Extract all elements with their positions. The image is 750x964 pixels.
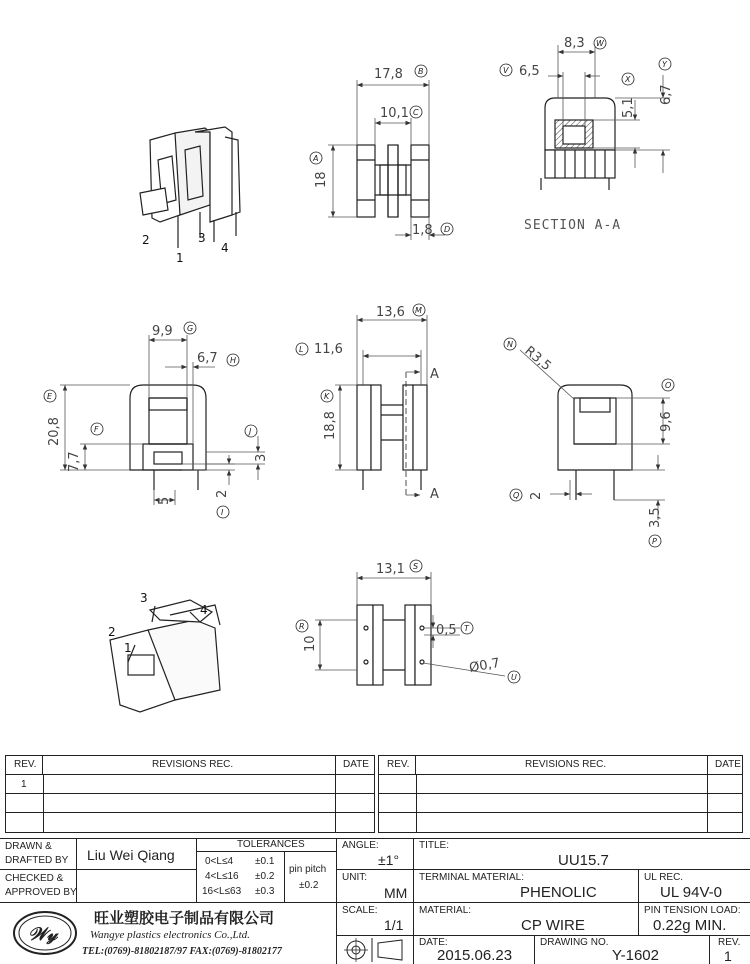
tag-h: H [230,356,237,365]
date-label: DATE: [419,937,448,948]
revisions-col-right: REVISIONS REC. [525,759,607,770]
side-view-right [558,385,632,500]
terminal-label: TERMINAL MATERIAL: [419,872,525,883]
tol-2-val: ±0.2 [255,871,275,882]
ul-val: UL 94V-0 [660,884,722,901]
rev-row-1: 1 [21,779,27,790]
angle-label: ANGLE: [342,840,379,851]
dim-8-3: 8,3 [564,36,585,51]
pin-4-bottom: 4 [200,603,208,617]
drawn-label-2: DRAFTED BY [5,855,69,866]
tag-y: Y [662,60,667,69]
ul-label: UL REC. [644,872,684,883]
dim-6-5: 6,5 [519,64,540,79]
drawing-no-label: DRAWING NO. [540,937,609,948]
drawn-label-1: DRAWN & [5,841,52,852]
tag-t: T [464,624,469,633]
tag-i: I [221,508,224,517]
pin-1-bottom: 1 [124,641,132,655]
angle-val: ±1° [378,852,400,868]
rev-label: REV. [718,937,741,948]
dim-13-6: 13,6 [376,305,405,320]
tol-1-range: 0<L≤4 [205,856,234,867]
tag-j: J [249,427,252,436]
dim-10-1: 10,1 [380,106,409,121]
title-val: UU15.7 [558,852,609,869]
dim-3: 3 [254,453,269,462]
dim-11-6: 11,6 [314,342,343,357]
side-view-left [130,385,206,490]
section-a-bottom: A [430,487,439,502]
tag-a: A [313,154,319,163]
dim-3-5: 3,5 [648,507,663,528]
title-block [0,752,750,964]
material-val: CP WIRE [521,917,585,934]
pin-3-top: 3 [198,231,206,245]
unit-label: UNIT: [342,872,367,883]
dim-13-1: 13,1 [376,562,405,577]
tag-w: W [596,39,604,48]
tag-u: U [511,673,517,682]
tag-m: M [415,306,422,315]
tag-s: S [413,562,419,571]
dim-9-9: 9,9 [152,324,173,339]
tag-b: B [418,67,424,76]
tag-v: V [503,66,509,75]
section-a-top: A [430,367,439,382]
pin-1-top: 1 [176,251,184,265]
scale-val: 1/1 [384,917,404,933]
front-view-top [357,145,429,217]
section-aa-view [541,98,615,190]
side-view-middle [357,372,427,495]
tag-k: K [324,392,330,401]
dim-6-7-h: 6,7 [197,351,218,366]
section-label: SECTION A-A [524,218,622,233]
tag-g: G [187,324,194,333]
company-cn: 旺业塑胶电子制品有限公司 [94,909,275,927]
projection-symbol-icon [342,938,410,962]
bottom-view [357,605,431,685]
pin-pitch-label: pin pitch [289,864,327,875]
tolerances-label: TOLERANCES [237,839,305,850]
tol-3-val: ±0.3 [255,886,275,897]
checked-label-2: APPROVED BY [5,887,77,898]
unit-val: MM [384,885,408,901]
dim-5-1: 5,1 [621,97,636,118]
tag-p: P [652,537,657,546]
tol-3-range: 16<L≤63 [202,886,242,897]
pin-tension-label: PIN TENSION LOAD: [644,905,741,916]
pin-4-top: 4 [221,241,229,255]
scale-label: SCALE: [342,905,378,916]
drawn-by: Liu Wei Qiang [87,847,175,863]
dim-18: 18 [314,171,329,188]
dim-2-q: 2 [529,491,544,500]
checked-label-1: CHECKED & [5,873,64,884]
pin-3-bottom: 3 [140,591,148,605]
pin-2-bottom: 2 [108,625,116,639]
svg-text:𝒲𝓎: 𝒲𝓎 [28,924,58,944]
tag-o: O [665,381,672,390]
dim-0-7: Ø0,7 [468,655,502,676]
terminal-val: PHENOLIC [520,884,597,901]
tag-l: L [299,345,304,354]
dim-9-6: 9,6 [659,411,674,432]
dim-17-8: 17,8 [374,67,403,82]
tag-f: F [94,425,99,434]
dim-5: 5 [157,496,172,505]
rev-val: 1 [724,948,732,964]
dim-7-7: 7,7 [67,451,82,472]
dim-2-i: 2 [215,489,230,498]
tag-c: C [413,108,419,117]
dim-20-8: 20,8 [47,417,62,446]
tag-d: D [444,225,451,234]
pin-tension-val: 0.22g MIN. [653,917,727,934]
company-en: Wangye plastics electronics Co.,Ltd. [90,929,250,941]
tag-q: Q [513,491,520,500]
rev-col-right: REV. [387,759,410,770]
dim-1-8: 1,8 [412,223,433,238]
pin-pitch-val: ±0.2 [299,880,319,891]
tag-n: N [507,340,513,349]
dim-0-5: 0,5 [436,623,457,638]
drawing-no-val: Y-1602 [612,947,659,964]
company-logo [12,910,78,956]
material-label: MATERIAL: [419,905,472,916]
dim-18-8: 18,8 [323,411,338,440]
iso-view-top [140,127,240,248]
company-tel: TEL:(0769)-81802187/97 FAX:(0769)-81802177 [82,946,282,957]
date-col-left: DATE [343,759,369,770]
date-val: 2015.06.23 [437,947,513,964]
dim-10: 10 [303,635,318,652]
date-col-right: DATE [715,759,741,770]
rev-col-left: REV. [14,759,37,770]
title-label: TITLE: [419,840,450,851]
tol-2-range: 4<L≤16 [205,871,239,882]
tag-e: E [47,392,53,401]
dim-r3-5: R3,5 [521,343,554,375]
tag-r: R [299,622,305,631]
pin-2-top: 2 [142,233,150,247]
revisions-col-left: REVISIONS REC. [152,759,234,770]
dim-6-7-y: 6,7 [659,84,674,105]
tol-1-val: ±0.1 [255,856,275,867]
tag-x: X [625,75,631,84]
